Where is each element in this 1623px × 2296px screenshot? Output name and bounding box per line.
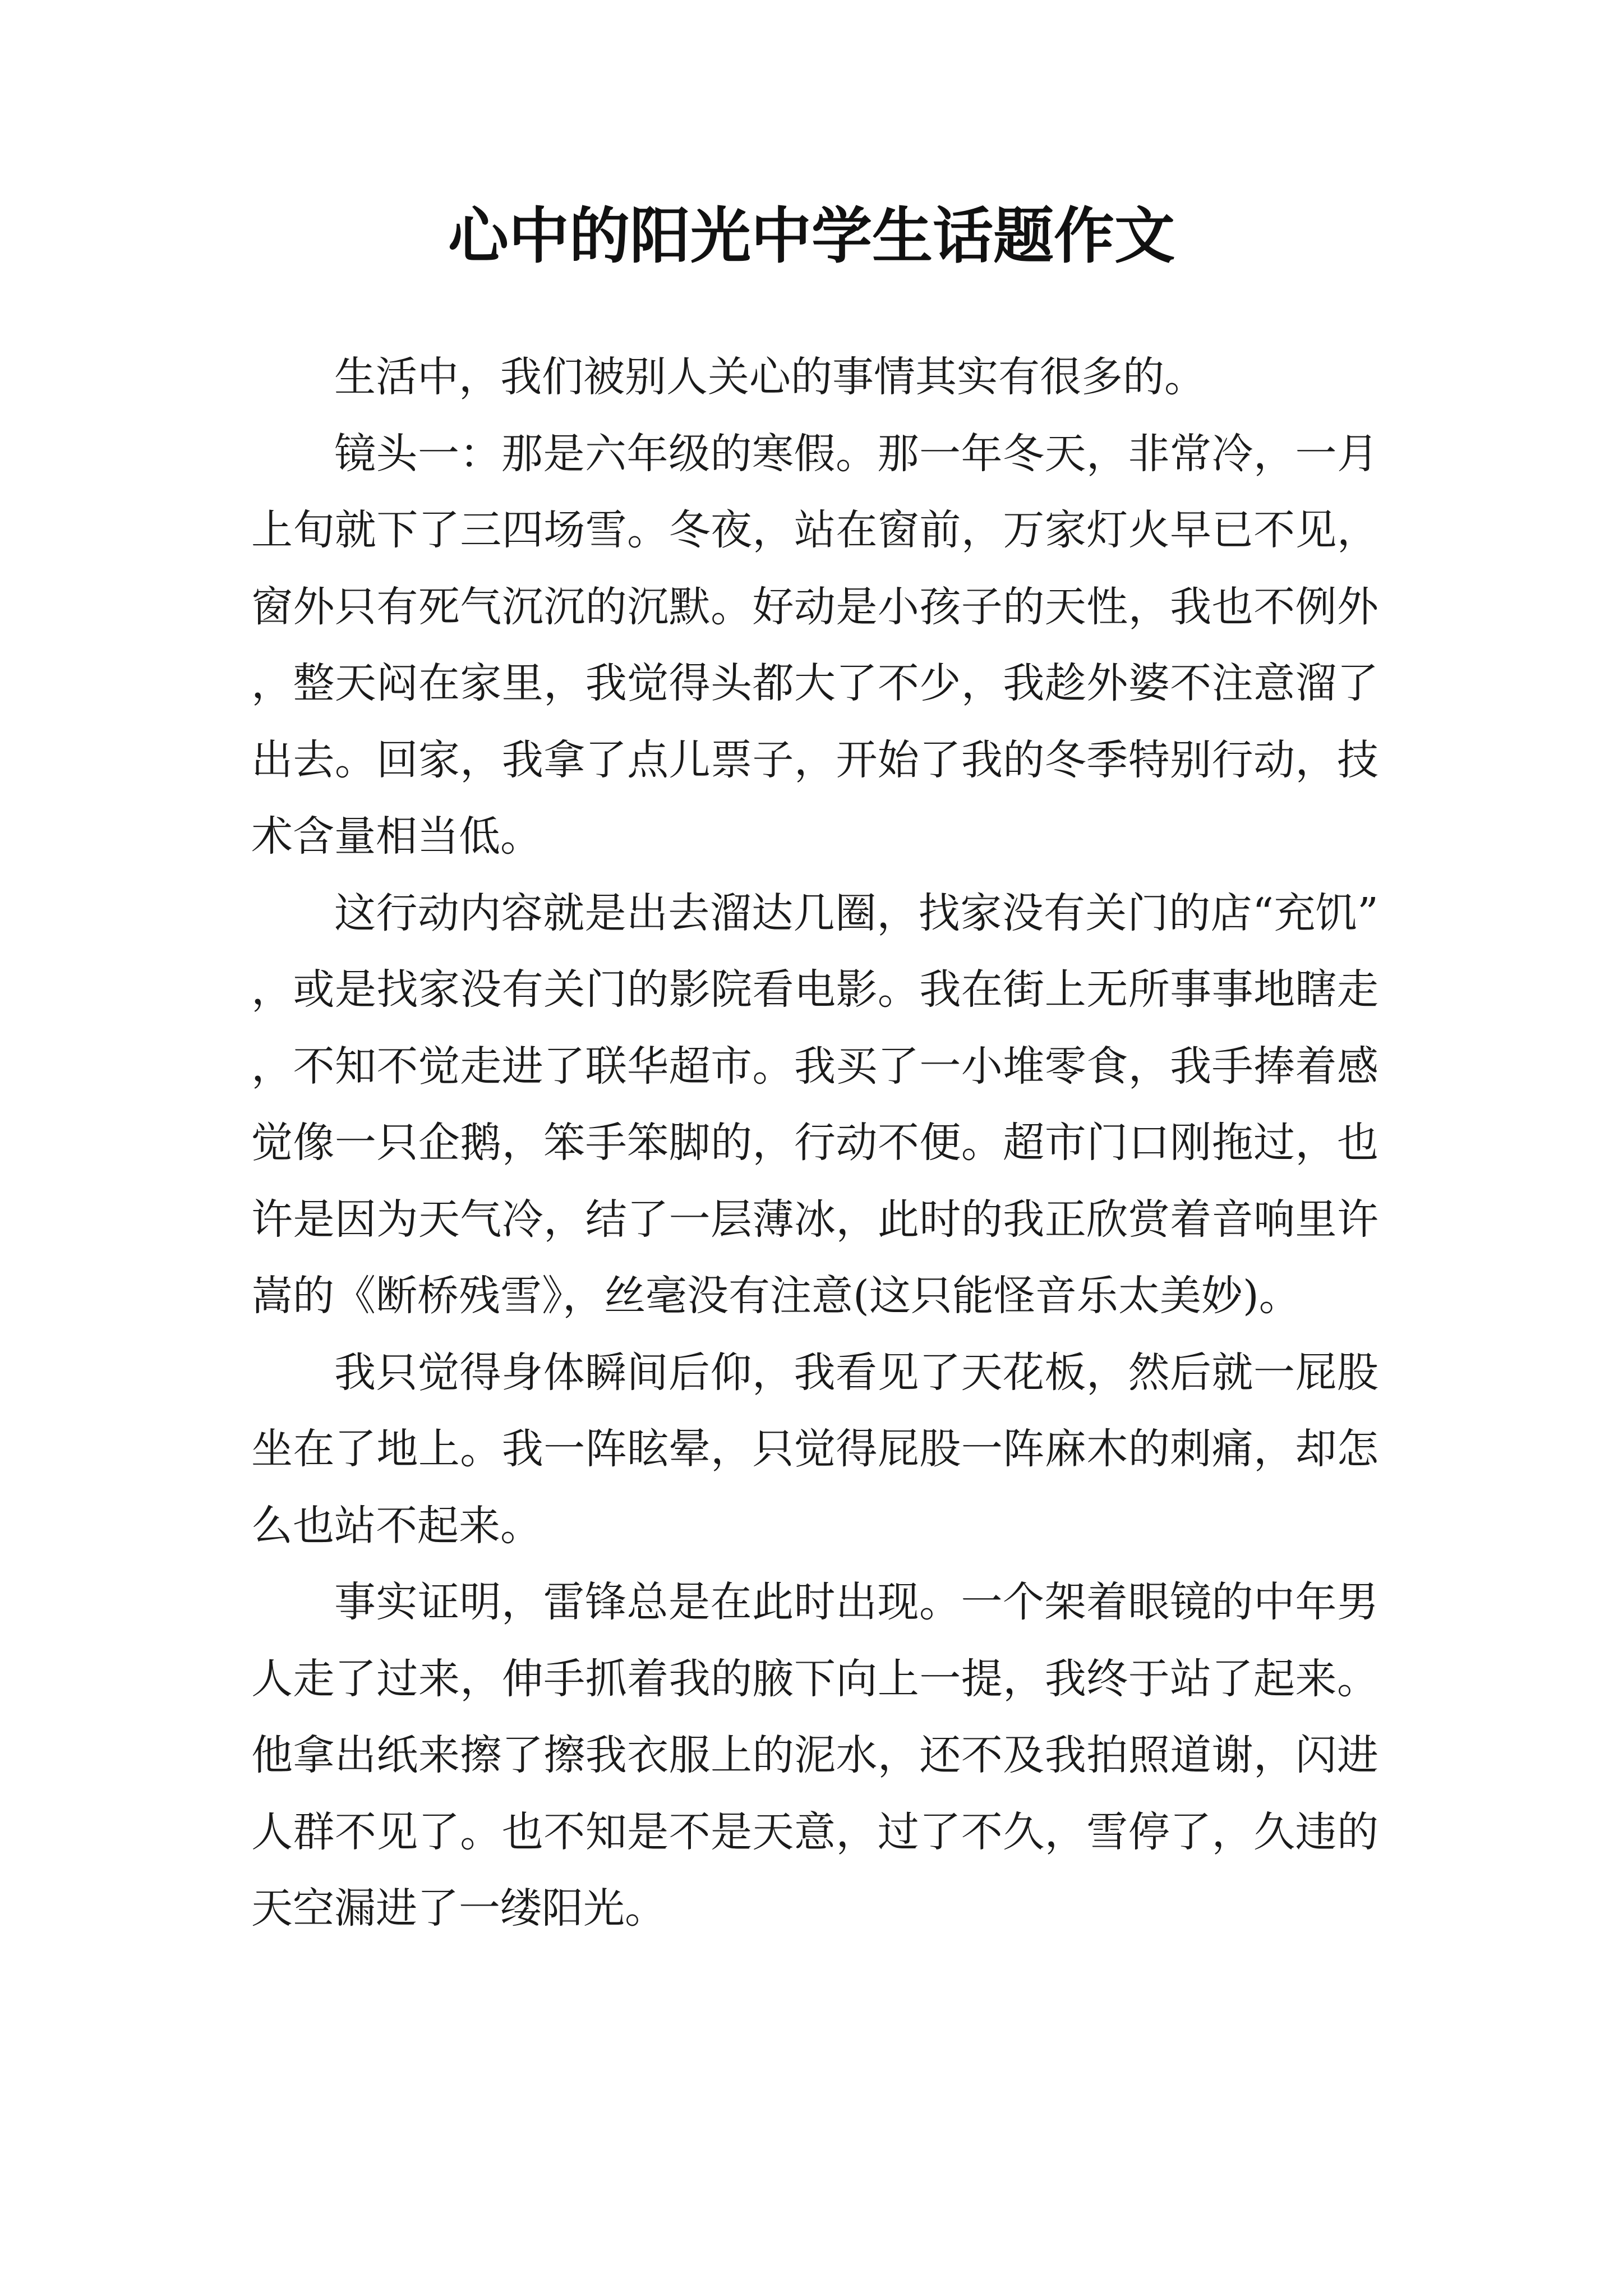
- paragraph: 事实证明，雷锋总是在此时出现。一个架着眼镜的中年男人走了过来，伸手抓着我的腋下向上一提，我终于站了起来。他拿出纸来擦了擦我衣服上的泥水，还不及我拍照道谢，闪进人群不见了。也不知是不是天意，过了不久，雪停了，久违的天空漏进了一缕阳光。: [251, 1578, 1378, 1932]
- paragraph: 我只觉得身体瞬间后仰，我看见了天花板，然后就一屁股坐在了地上。我一阵眩晕，只觉得屁股一阵麻木的刺痛，却怎么也站不起来。: [251, 1348, 1378, 1550]
- paragraph: 生活中，我们被别人关心的事情其实有很多的。: [334, 353, 1206, 401]
- document-body: [251, 339, 1378, 1947]
- paragraph: 这行动内容就是出去溜达几圈，找家没有关门的店“充饥”，或是找家没有关门的影院看电影。我在街上无所事事地瞎走，不知不觉走进了联华超市。我买了一小堆零食，我手捧着感觉像一只企鹅，笨手笨脚的，行动不便。超市门口刚拖过，也许是因为天气冷，结了一层薄冰，此时的我正欣赏着音响里许嵩的《断桥残雪》，丝毫没有注意(这只能怪音乐太美妙)。: [251, 889, 1378, 1320]
- paragraph: 镜头一：那是六年级的寒假。那一年冬天，非常冷，一月上旬就下了三四场雪。冬夜，站在窗前，万家灯火早已不见，窗外只有死气沉沉的沉默。好动是小孩子的天性，我也不例外，整天闷在家里，我觉得头都大了不少，我趁外婆不注意溜了出去。回家，我拿了点儿票子，开始了我的冬季特别行动，技术含量相当低。: [251, 429, 1378, 861]
- document-title: 心中的阳光中学生话题作文: [448, 201, 1175, 272]
